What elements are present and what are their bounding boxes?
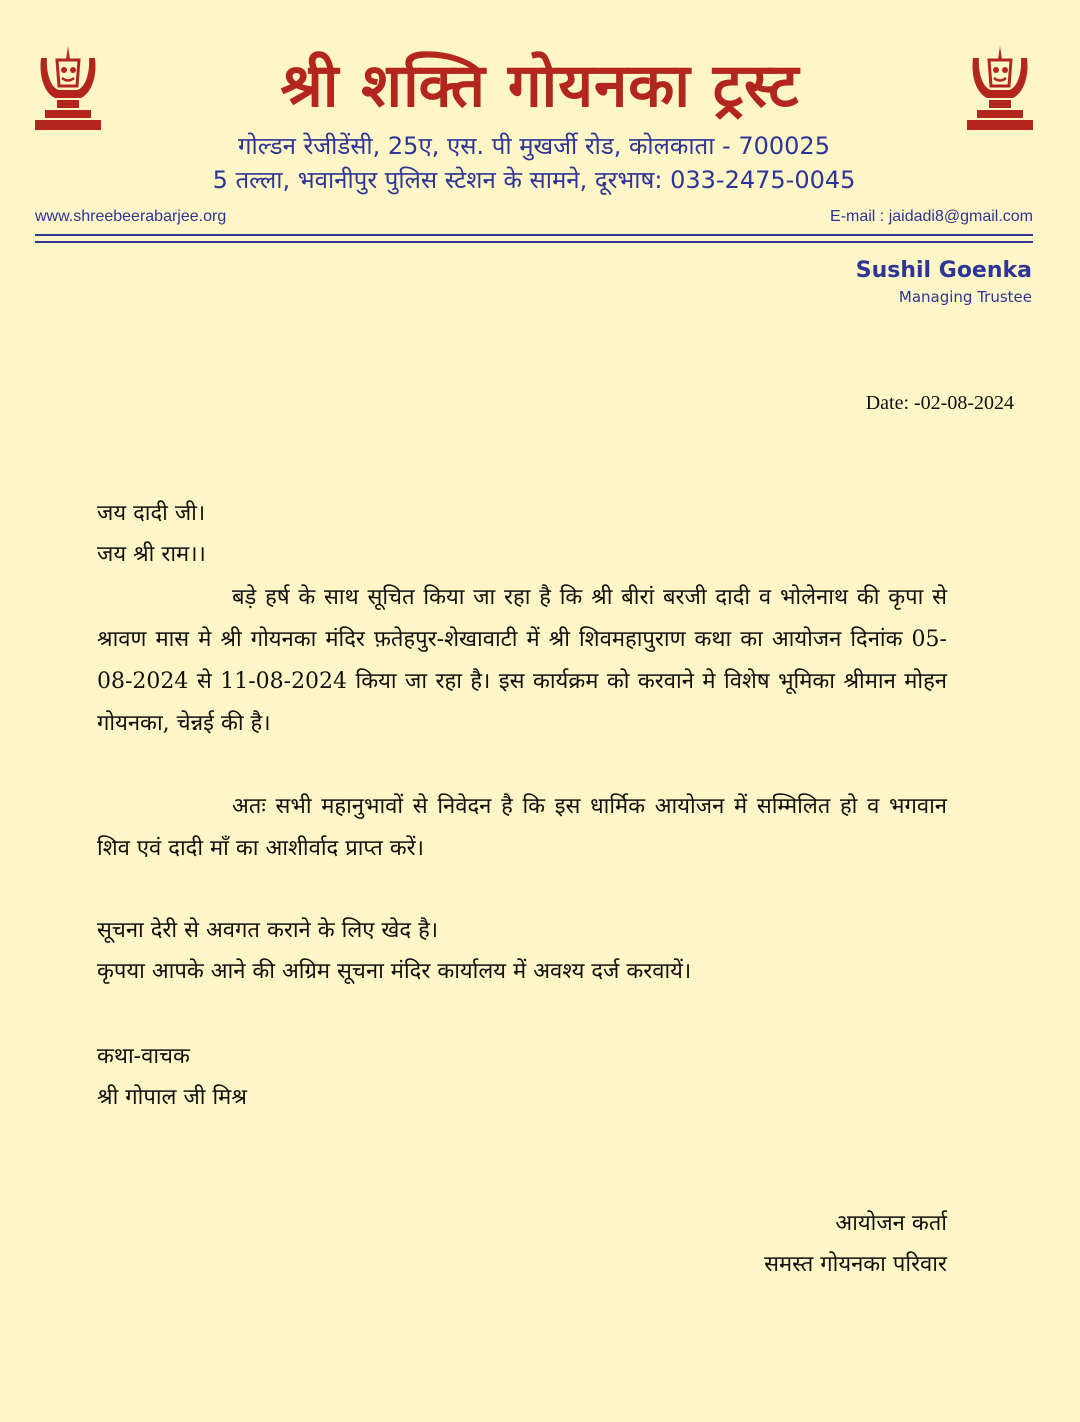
announcement-paragraph: बड़े हर्ष के साथ सूचित किया जा रहा है कि श्री बीरां बरजी दादी व भोलेनाथ की कृपा से श्रावण मास मे श्री गोयनका मंदिर फ़तेहपुर-शेखावाटी में श्री शिवमहापुराण कथा का आयोजन दिनांक 05-08-2024 से 11-08-2024 किया जा रहा है। इस कार्यक्रम को करवाने मे विशेष भूमिका श्रीमान मोहन गोयनका, चेन्नई की है। xyxy=(97,585,947,736)
address-line-2: 5 तल्ला, भवानीपुर पुलिस स्टेशन के सामने, दूरभाष: 033-2475-0045 xyxy=(212,166,856,194)
trustee-role: Managing Trustee xyxy=(898,288,1032,306)
greeting-line: जय श्री राम।। xyxy=(97,542,206,567)
greeting-line: जय दादी जी। xyxy=(97,501,206,526)
registration-note: कृपया आपके आने की अग्रिम सूचना मंदिर कार्यालय में अवश्य दर्ज करवायें। xyxy=(97,959,692,984)
request-paragraph: अतः सभी महानुभावों से निवेदन है कि इस धार्मिक आयोजन में सम्मिलित हो व भगवान शिव एवं दादी माँ का आशीर्वाद प्राप्त करें। xyxy=(97,794,947,861)
address-line-1: गोल्डन रेजीडेंसी, 25ए, एस. पी मुखर्जी रोड, कोलकाता - 700025 xyxy=(238,132,830,160)
website-link[interactable]: www.shreebeerabarjee.org xyxy=(35,208,227,225)
header-divider xyxy=(35,234,1033,236)
apology-note: सूचना देरी से अवगत कराने के लिए खेद है। xyxy=(97,918,439,943)
organizer-label: आयोजन कर्ता xyxy=(835,1211,947,1236)
narrator-label: कथा-वाचक xyxy=(97,1044,190,1069)
organizer-name: समस्त गोयनका परिवार xyxy=(764,1252,947,1277)
email-link[interactable]: E-mail : jaidadi8@gmail.com xyxy=(830,208,1033,225)
trustee-name: Sushil Goenka xyxy=(855,258,1032,283)
trust-name-heading: श्री शक्ति गोयनका ट्रस्ट xyxy=(280,51,800,121)
letter-date: Date: -02-08-2024 xyxy=(865,392,1014,414)
narrator-name: श्री गोपाल जी मिश्र xyxy=(97,1085,247,1110)
header-divider xyxy=(35,241,1033,243)
